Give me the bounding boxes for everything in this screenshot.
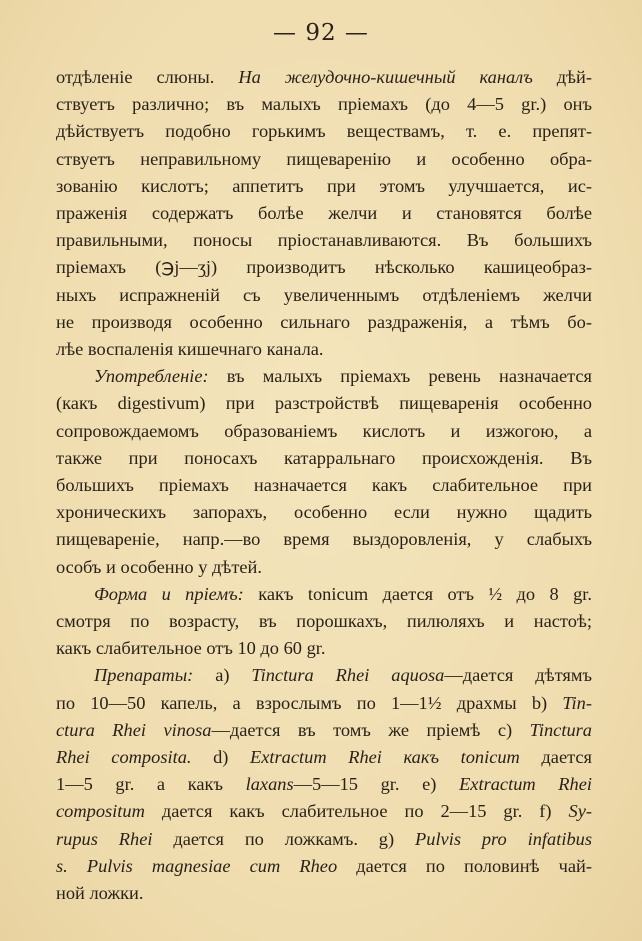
text-segment: правильными, поносы пріостанавливаются. Въ большихъ bbox=[56, 230, 592, 251]
text-line bbox=[56, 880, 592, 907]
text-segment: ствуетъ различно; въ малыхъ пріемахъ (до 4—5 gr.) онъ bbox=[56, 94, 592, 115]
text-segment: отдѣленіе слюны. bbox=[56, 67, 239, 87]
body-text bbox=[56, 64, 592, 907]
text-segment: большихъ пріемахъ назначается какъ слабительное при bbox=[56, 475, 592, 496]
text-line bbox=[56, 554, 592, 581]
text-line bbox=[56, 363, 592, 390]
text-segment: дается по половинѣ чай- bbox=[337, 855, 592, 876]
text-segment: праженія содержатъ болѣе желчи и становятся болѣе bbox=[56, 203, 592, 224]
text-segment: зованію кислотъ; аппетитъ при этомъ улучшается, ис- bbox=[56, 175, 592, 196]
text-line bbox=[56, 390, 592, 417]
text-segment: 1—5 gr. а какъ bbox=[56, 774, 246, 795]
text-line bbox=[56, 64, 592, 91]
text-line bbox=[56, 227, 592, 254]
text-line bbox=[56, 336, 592, 363]
text-segment: въ малыхъ пріемахъ ревень назначается bbox=[208, 366, 592, 387]
text-segment: дается по ложкамъ. g) bbox=[152, 828, 416, 849]
italic-text: laxans bbox=[245, 774, 294, 795]
italic-text: На желудочно-кишечный каналъ bbox=[238, 67, 533, 87]
text-line bbox=[56, 771, 592, 798]
italic-text: Pulvis pro infatibus bbox=[415, 828, 592, 849]
italic-text: rupus Rhei bbox=[56, 828, 153, 849]
text-segment: лѣе воспаленія кишечнаго канала. bbox=[56, 339, 324, 360]
text-segment: —дается въ томъ же пріемѣ c) bbox=[211, 719, 530, 740]
text-segment: не производя особенно сильнаго раздраженія, а тѣмъ бо- bbox=[56, 311, 592, 332]
text-segment: ныхъ испражненій съ увеличеннымъ отдѣленіемъ желчи bbox=[56, 284, 592, 305]
italic-text: Форма и пріемъ: bbox=[94, 583, 244, 604]
text-line bbox=[56, 635, 592, 662]
text-segment: ной ложки. bbox=[56, 883, 144, 904]
text-line bbox=[56, 826, 592, 853]
text-line bbox=[56, 662, 592, 689]
italic-text: Употребленіе: bbox=[94, 366, 209, 387]
page-number: — 92 — bbox=[273, 20, 369, 46]
text-segment: a) bbox=[193, 665, 252, 686]
text-segment: пріемахъ (℈j—ʒj) производитъ нѣсколько кашицеобраз- bbox=[56, 257, 592, 278]
italic-text: ctura Rhei vinosa bbox=[56, 719, 212, 740]
text-line bbox=[56, 309, 592, 336]
text-line bbox=[56, 118, 592, 145]
text-segment: пищевареніе, напр.—во время выздоровленія, у слабыхъ bbox=[56, 529, 592, 550]
text-segment: —дается дѣтямъ bbox=[444, 665, 592, 686]
text-segment: дѣйствуетъ подобно горькимъ веществамъ, т. е. препят- bbox=[56, 121, 592, 142]
text-segment: ствуетъ неправильному пищеваренію и особенно обра- bbox=[56, 148, 592, 169]
text-segment: дается bbox=[519, 747, 593, 768]
text-line bbox=[56, 717, 592, 744]
text-line bbox=[56, 91, 592, 118]
text-line bbox=[56, 445, 592, 472]
text-segment: сопровождаемомъ образованіемъ кислотъ и изжогою, а bbox=[56, 420, 592, 441]
text-segment: (какъ digestivum) при разстройствѣ пищеваренія особенно bbox=[56, 393, 592, 414]
text-segment: какъ слабительное отъ 10 до 60 gr. bbox=[56, 638, 326, 659]
text-line bbox=[56, 200, 592, 227]
italic-text: Tinctura Rhei aquosa bbox=[251, 665, 445, 686]
text-segment: —5—15 gr. e) bbox=[293, 774, 460, 795]
text-segment: дается какъ слабительное по 2—15 gr. f) bbox=[144, 801, 569, 822]
text-line bbox=[56, 472, 592, 499]
text-segment: также при поносахъ катарральнаго происхожденія. Въ bbox=[56, 447, 592, 468]
text-segment: по 10—50 капель, а взрослымъ по 1—1½ драхмы b) bbox=[56, 692, 563, 713]
italic-text: s. Pulvis magnesiae cum Rheo bbox=[56, 855, 338, 876]
text-line bbox=[56, 418, 592, 445]
text-segment: смотря по возрасту, въ порошкахъ, пилюляхъ и настоѣ; bbox=[56, 611, 592, 632]
text-line bbox=[56, 254, 592, 281]
italic-text: compositum bbox=[56, 801, 145, 822]
text-line bbox=[56, 690, 592, 717]
text-segment: хроническихъ запорахъ, особенно если нужно щадить bbox=[56, 502, 592, 523]
text-segment: дѣй- bbox=[532, 67, 592, 87]
text-segment: d) bbox=[191, 747, 251, 768]
italic-text: Препараты: bbox=[94, 665, 194, 686]
text-line bbox=[56, 853, 592, 880]
text-line bbox=[56, 499, 592, 526]
italic-text: Tin- bbox=[562, 692, 592, 713]
text-line bbox=[56, 608, 592, 635]
italic-text: Rhei composita. bbox=[56, 747, 192, 768]
text-line bbox=[56, 282, 592, 309]
text-line bbox=[56, 173, 592, 200]
text-line bbox=[56, 744, 592, 771]
text-line bbox=[56, 146, 592, 173]
text-line bbox=[56, 798, 592, 825]
italic-text: Tinctura bbox=[529, 719, 592, 740]
italic-text: Sy- bbox=[568, 801, 592, 822]
text-line bbox=[56, 526, 592, 553]
italic-text: Extractum Rhei bbox=[459, 774, 592, 795]
italic-text: Extractum Rhei какъ tonicum bbox=[250, 747, 520, 768]
text-segment: особъ и особенно у дѣтей. bbox=[56, 556, 262, 577]
text-line bbox=[56, 581, 592, 608]
text-segment: какъ tonicum дается отъ ½ до 8 gr. bbox=[243, 583, 592, 604]
